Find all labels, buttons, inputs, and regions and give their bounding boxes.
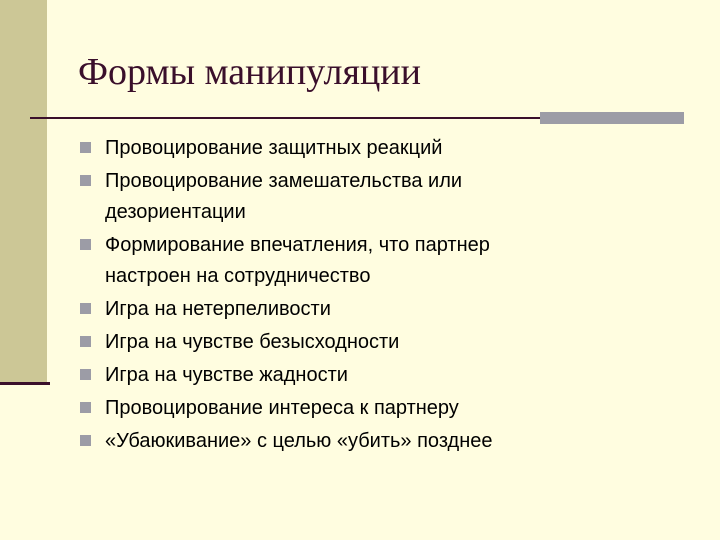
bullet-item <box>78 360 698 391</box>
slide-title: Формы манипуляции <box>78 51 421 93</box>
side-decoration-underline <box>0 382 50 385</box>
bullet-item <box>78 166 698 228</box>
square-bullet-icon <box>80 239 91 250</box>
bullet-text: Игра на чувстве жадности <box>105 364 348 386</box>
bullet-item <box>78 133 698 164</box>
bullet-item <box>78 393 698 424</box>
bullet-text: Игра на чувстве безысходности <box>105 331 400 353</box>
square-bullet-icon <box>80 303 91 314</box>
square-bullet-icon <box>80 435 91 446</box>
square-bullet-icon <box>80 402 91 413</box>
side-decoration-bar <box>0 0 47 384</box>
title-divider-accent <box>540 112 684 124</box>
bullet-item <box>78 327 698 358</box>
square-bullet-icon <box>80 175 91 186</box>
bullet-text: Игра на нетерпеливости <box>105 298 331 320</box>
square-bullet-icon <box>80 369 91 380</box>
bullet-text: Провоцирование защитных реакций <box>105 137 443 159</box>
bullet-text: Провоцирование замешательства или дезориентации <box>105 170 463 223</box>
bullet-item <box>78 230 698 292</box>
bullet-text: «Убаюкивание» с целью «убить» позднее <box>105 430 493 452</box>
bullet-text: Формирование впечатления, что партнер настроен на сотрудничество <box>105 234 490 287</box>
bullet-list <box>78 133 698 457</box>
bullet-item <box>78 426 698 457</box>
bullet-text: Провоцирование интереса к партнеру <box>105 397 459 419</box>
square-bullet-icon <box>80 142 91 153</box>
bullet-item <box>78 294 698 325</box>
square-bullet-icon <box>80 336 91 347</box>
